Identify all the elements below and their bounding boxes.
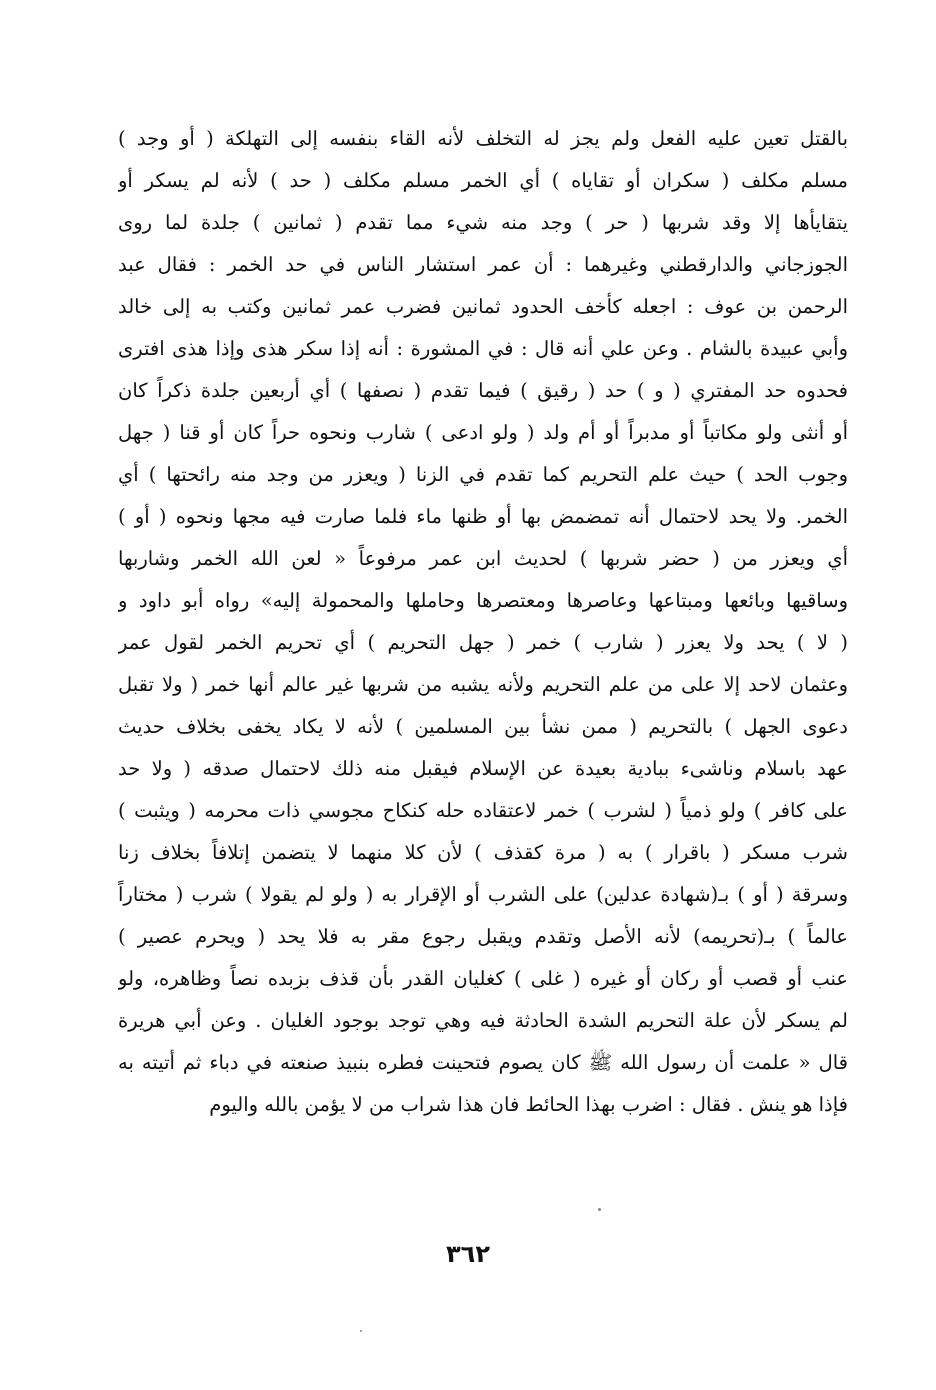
text-line: وساقيها وبائعها ومبتاعها وعاصرها ومعتصرها وحاملها والمحمولة إليه» رواه أبو داود و bbox=[118, 589, 848, 612]
scan-speck bbox=[360, 1330, 362, 1332]
text-line: عهد باسلام وناشىء ببادية بعيدة عن الإسلام فيقبل منه ذلك لاحتمال صدقه ( ولا حد bbox=[118, 757, 848, 780]
text-line: فحدوه حد المفتري ( و ) حد ( رقيق ) فيما تقدم ( نصفها ) أي أربعين جلدة ذكراً كان bbox=[118, 379, 848, 402]
body-text bbox=[118, 118, 848, 1126]
text-line: أي ويعزر من ( حضر شربها ) لحديث ابن عمر مرفوعاً « لعن الله الخمر وشاربها bbox=[118, 547, 848, 570]
text-line: وسرقة ( أو ) بـ(شهادة عدلين) على الشرب أو الإقرار به ( ولو لم يقولا ) شرب ( مختاراً bbox=[118, 883, 848, 906]
text-line: قال « علمت أن رسول الله ﷺ كان يصوم فتحينت فطره بنبيذ صنعته في دباء ثم أتيته به bbox=[118, 1051, 848, 1074]
text-line: عنب أو قصب أو ركان أو غيره ( غلى ) كغليان القدر بأن قذف بزبده نصاً وظاهره، ولو bbox=[118, 967, 848, 990]
text-line: مسلم مكلف ( سكران أو تقاياه ) أي الخمر مسلم مكلف ( حد ) لأنه لم يسكر أو bbox=[118, 169, 848, 192]
text-line: فإذا هو ينش . فقال : اضرب بهذا الحائط فان هذا شراب من لا يؤمن بالله واليوم bbox=[209, 1093, 848, 1116]
text-line: الرحمن بن عوف : اجعله كأخف الحدود ثمانين فضرب عمر ثمانين وكتب به إلى خالد bbox=[118, 295, 848, 318]
text-line: شرب مسكر ( باقرار ) به ( مرة كقذف ) لأن كلا منهما لا يتضمن إتلافاً بخلاف زنا bbox=[118, 841, 848, 864]
text-line: لم يسكر لأن علة التحريم الشدة الحادثة فيه وهي توجد بوجود الغليان . وعن أبي هريرة bbox=[118, 1009, 848, 1032]
text-line: الخمر. ولا يحد لاحتمال أنه تمضمض بها أو ظنها ماء فلما صارت فيه مجها ونحوه ( أو ) bbox=[118, 505, 848, 528]
text-line: وعثمان لاحد إلا على من علم التحريم ولأنه يشبه من شربها غير عالم أنها خمر ( ولا تقبل bbox=[118, 673, 848, 696]
text-line: ( لا ) يحد ولا يعزر ( شارب ) خمر ( جهل التحريم ) أي تحريم الخمر لقول عمر bbox=[118, 631, 848, 654]
text-line: الجوزجاني والدارقطني وغيرهما : أن عمر استشار الناس في حد الخمر : فقال عبد bbox=[118, 253, 848, 276]
text-line: أو أنثى ولو مكاتباً أو مدبراً أو أم ولد ( ولو ادعى ) شارب ونحوه حراً كان أو قنا ( جهل bbox=[118, 421, 848, 444]
text-line: دعوى الجهل ) بالتحريم ( ممن نشأ بين المسلمين ) لأنه لا يكاد يخفى بخلاف حديث bbox=[118, 715, 848, 738]
text-line: بالقتل تعين عليه الفعل ولم يجز له التخلف لأنه القاء بنفسه إلى التهلكة ( أو وجد ) bbox=[118, 127, 848, 150]
text-line: وأبي عبيدة بالشام . وعن علي أنه قال : في المشورة : أنه إذا سكر هذى وإذا هذى افترى bbox=[118, 337, 848, 360]
scan-speck bbox=[598, 1208, 601, 1211]
page-number: ٣٦٢ bbox=[446, 1240, 490, 1268]
text-line: عالماً ) بـ(تحريمه) لأنه الأصل وتقدم ويقبل رجوع مقر به فلا يحد ( ويحرم عصير ) bbox=[118, 925, 848, 948]
text-line: وجوب الحد ) حيث علم التحريم كما تقدم في الزنا ( ويعزر من وجد منه رائحتها ) أي bbox=[118, 463, 848, 486]
text-line: على كافر ) ولو ذمياً ( لشرب ) خمر لاعتقاده حله كنكاح مجوسي ذات محرمه ( ويثبت ) bbox=[118, 799, 848, 822]
text-line: يتقايأها إلا وقد شربها ( حر ) وجد منه شيء مما تقدم ( ثمانين ) جلدة لما روى bbox=[118, 211, 848, 234]
